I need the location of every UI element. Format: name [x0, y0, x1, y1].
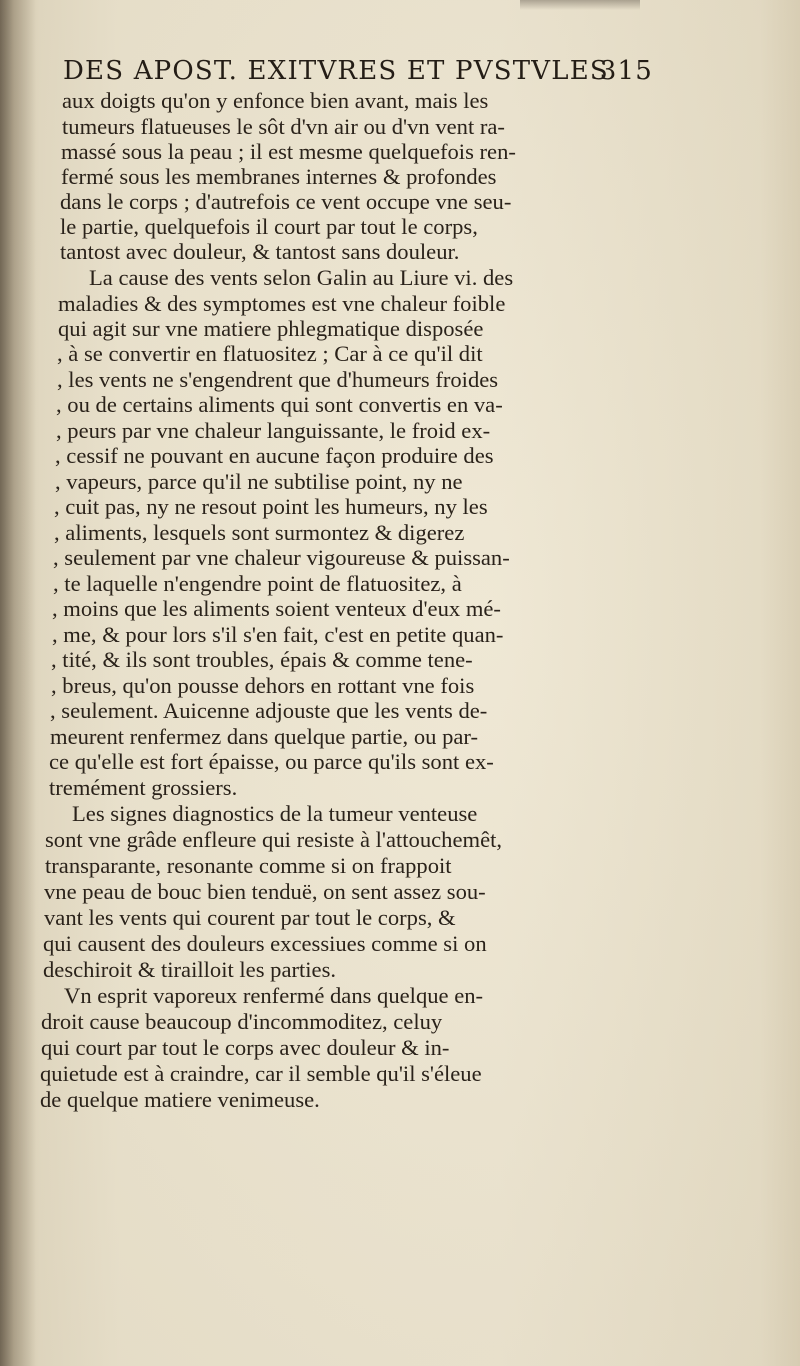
text-line: aux doigts qu'on y enfonce bien avant, mais les [62, 88, 489, 113]
text-line: quietude est à craindre, car il semble qu'il s'éleue [40, 1061, 482, 1086]
text-line: Vn esprit vaporeux renfermé dans quelque en- [64, 983, 484, 1008]
text-line: maladies & des symptomes est vne chaleur foible [58, 291, 506, 316]
text-line: , me, & pour lors s'il s'en fait, c'est en petite quan- [52, 622, 504, 647]
text-line: , les vents ne s'engendrent que d'humeurs froides [57, 367, 499, 392]
text-line: qui agit sur vne matiere phlegmatique disposée [58, 316, 484, 341]
text-line: , aliments, lesquels sont surmontez & digerez [54, 520, 465, 545]
text-line: de quelque matiere venimeuse. [40, 1087, 320, 1112]
text-line: , breus, qu'on pousse dehors en rottant vne fois [51, 673, 475, 698]
text-line: droit cause beaucoup d'incommoditez, celuy [41, 1009, 443, 1034]
text-line: massé sous la peau ; il est mesme quelquefois ren- [61, 139, 516, 164]
text-line: , seulement. Auicenne adjouste que les vents de- [50, 698, 488, 723]
text-line: , ou de certains aliments qui sont convertis en va- [56, 392, 503, 417]
text-line: La cause des vents selon Galin au Liure vi. des [89, 265, 514, 290]
text-line: dans le corps ; d'autrefois ce vent occupe vne seu- [60, 189, 512, 214]
text-line: , peurs par vne chaleur languissante, le froid ex- [56, 418, 491, 443]
text-line: , te laquelle n'engendre point de flatuositez, à [53, 571, 462, 596]
text-line: , cuit pas, ny ne resout point les humeurs, ny les [54, 494, 488, 519]
text-line: , moins que les aliments soient venteux d'eux mé- [52, 596, 501, 621]
text-line: vne peau de bouc bien tenduë, on sent assez sou- [44, 879, 486, 904]
text-line: Les signes diagnostics de la tumeur venteuse [72, 801, 478, 826]
text-line: , vapeurs, parce qu'il ne subtilise point, ny ne [55, 469, 463, 494]
text-line: qui court par tout le corps avec douleur & in- [41, 1035, 450, 1060]
text-line: qui causent des douleurs excessiues comme si on [43, 931, 487, 956]
page-number: 315 [599, 56, 653, 86]
running-title: DES APOST. EXITVRES ET PVSTVLES [63, 56, 609, 86]
text-line: tantost avec douleur, & tantost sans douleur. [60, 239, 460, 264]
text-line: , cessif ne pouvant en aucune façon produire des [55, 443, 494, 468]
text-line: transparante, resonante comme si on frappoit [45, 853, 452, 878]
text-line: meurent renfermez dans quelque partie, ou par- [50, 724, 479, 749]
text-line: tumeurs flatueuses le sôt d'vn air ou d'vn vent ra- [62, 114, 505, 139]
text-line: fermé sous les membranes internes & profondes [61, 164, 497, 189]
text-line: vant les vents qui courent par tout le corps, & [44, 905, 456, 930]
text-line: , à se convertir en flatuositez ; Car à ce qu'il dit [57, 341, 483, 366]
text-line: ce qu'elle est fort épaisse, ou parce qu'ils sont ex- [49, 749, 494, 774]
text-line: sont vne grâde enfleure qui resiste à l'attouchemêt, [45, 827, 503, 852]
text-line: , tité, & ils sont troubles, épais & comme tene- [51, 647, 473, 672]
text-line: tremément grossiers. [49, 775, 238, 800]
text-line: le partie, quelquefois il court par tout le corps, [60, 214, 478, 239]
text-line: deschiroit & tirailloit les parties. [43, 957, 337, 982]
text-line: , seulement par vne chaleur vigoureuse & puissan- [53, 545, 510, 570]
